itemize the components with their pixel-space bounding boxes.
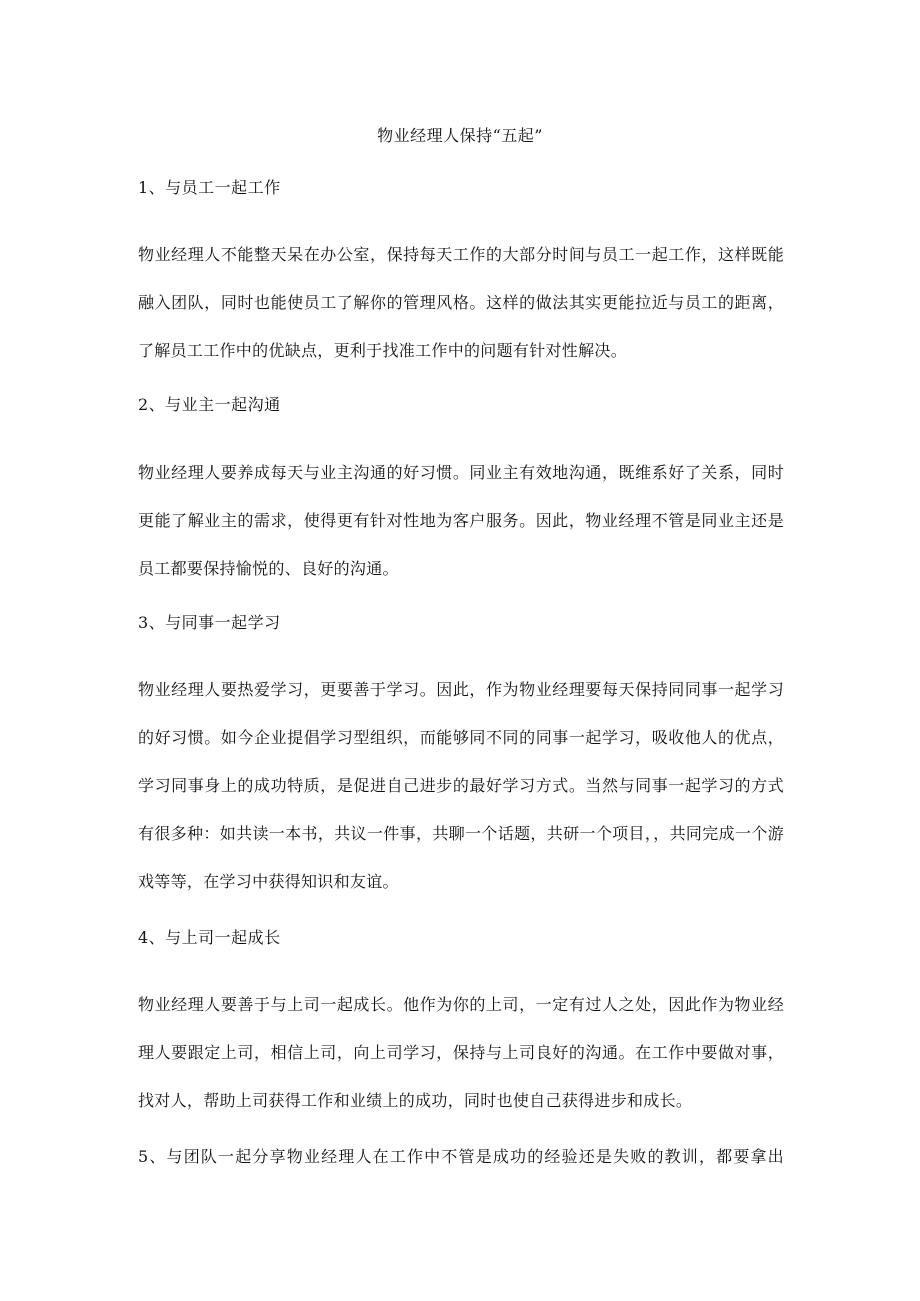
section-heading-4: 4、与上司一起成长 [138,928,281,947]
document-title: 物业经理人保持“五起” [377,126,543,145]
section-heading-5-continued: 5、与团队一起分享物业经理人在工作中不管是成功的经验还是失败的教训，都要拿出 [138,1147,784,1166]
section-heading-2: 2、与业主一起沟通 [138,395,281,414]
section-body-1: 物业经理人不能整天呆在办公室，保持每天工作的大部分时间与员工一起工作，这样既能融入团队，同时也能使员工了解你的管理风格。这样的做法其实更能拉近与员工的距离，了解员工工作中的优缺点，更利于找准工作中的问题有针对性解决。 [138,245,784,360]
section-heading-3: 3、与同事一起学习 [138,613,281,632]
section-body-4: 物业经理人要善于与上司一起成长。他作为你的上司，一定有过人之处，因此作为物业经理人要跟定上司，相信上司，向上司学习，保持与上司良好的沟通。在工作中要做对事，找对人，帮助上司获得工作和业绩上的成功，同时也使自己获得进步和成长。 [138,995,784,1110]
section-body-3: 物业经理人要热爱学习，更要善于学习。因此，作为物业经理要每天保持同同事一起学习的好习惯。如今企业提倡学习型组织，而能够同不同的同事一起学习，吸收他人的优点，学习同事身上的成功特质，是促进自己进步的最好学习方式。当然与同事一起学习的方式有很多种：如共读一本书，共议一件事，共聊一个话题，共研一个项目，，共同完成一个游戏等等，在学习中获得知识和友谊。 [138,680,784,891]
section-body-2: 物业经理人要养成每天与业主沟通的好习惯。同业主有效地沟通，既维系好了关系，同时更能了解业主的需求，使得更有针对性地为客户服务。因此，物业经理不管是同业主还是员工都要保持愉悦的、良好的沟通。 [138,463,784,578]
section-heading-1: 1、与员工一起工作 [138,178,281,197]
